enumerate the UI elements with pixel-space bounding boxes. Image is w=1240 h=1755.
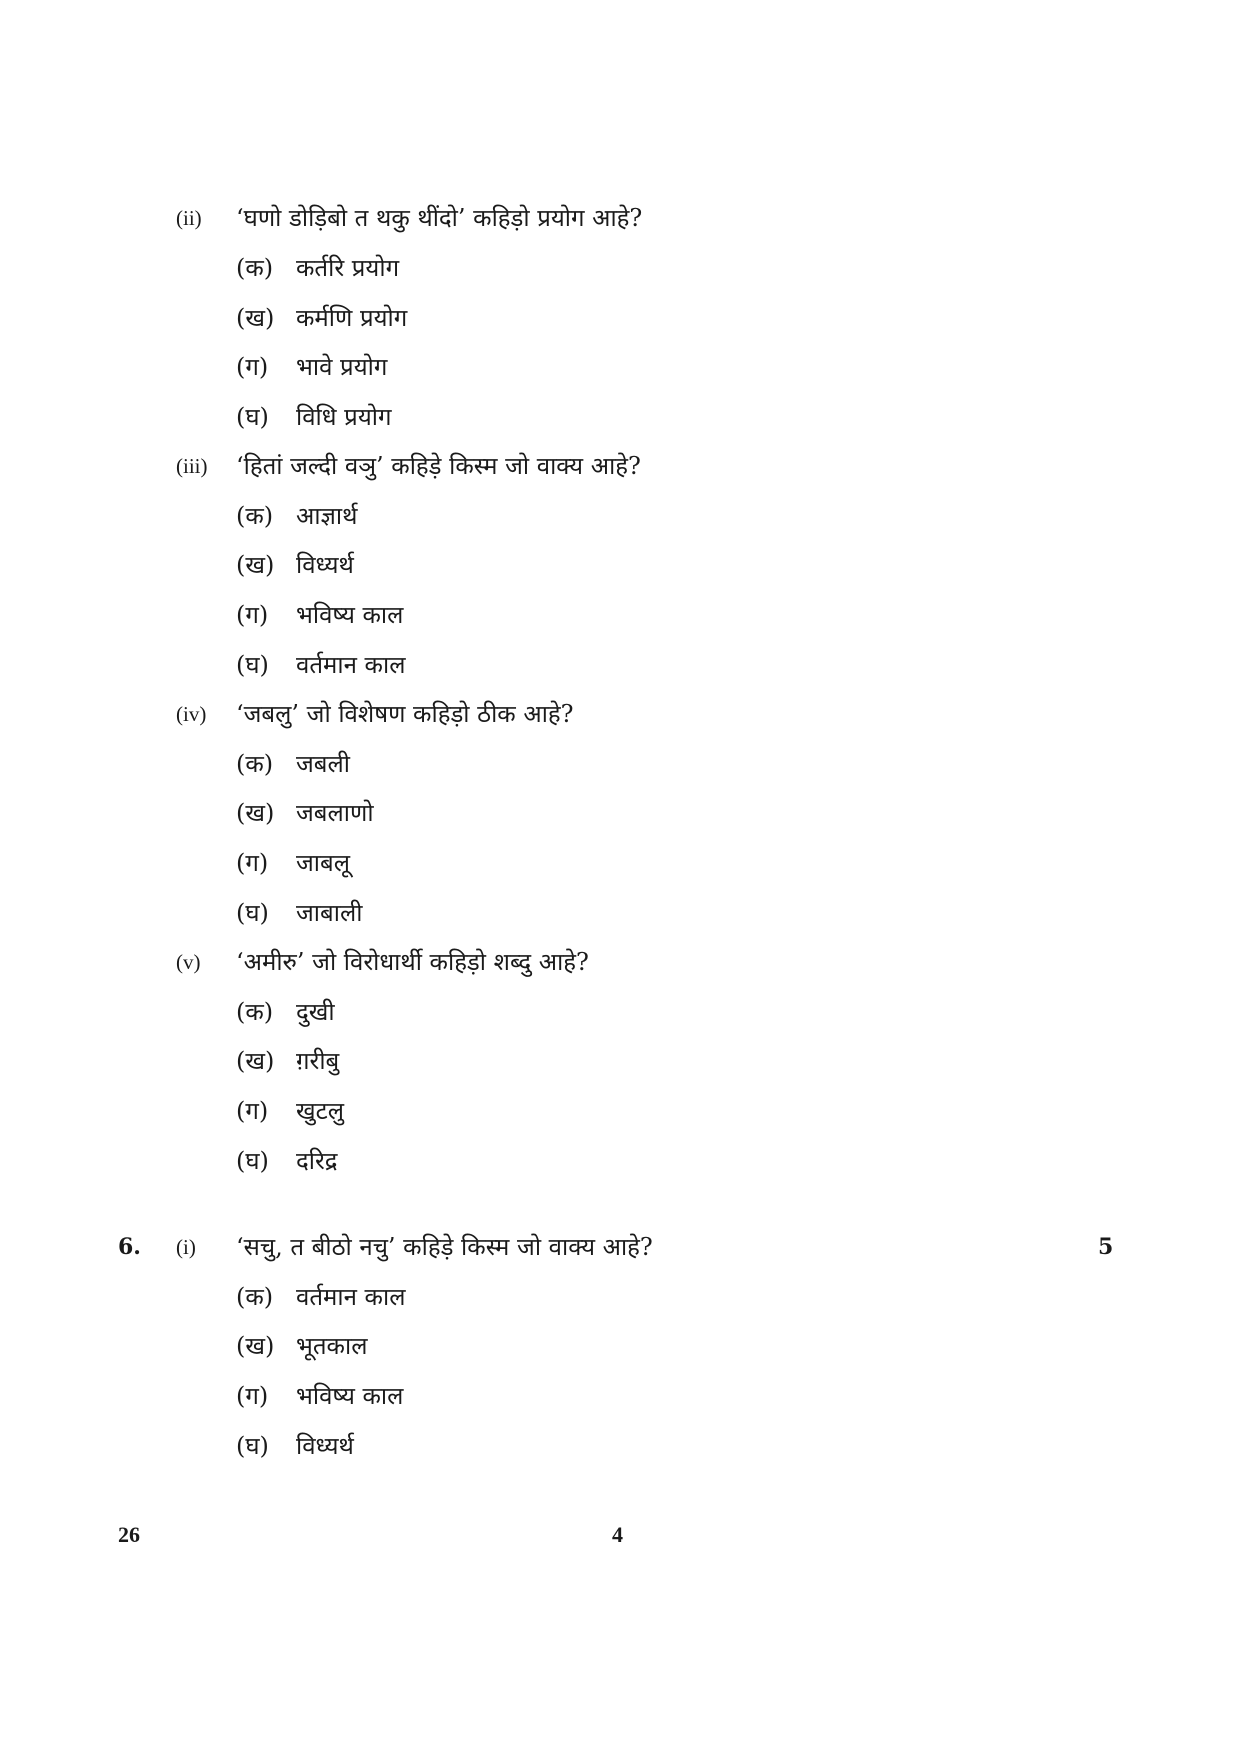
option-label: (घ) bbox=[236, 899, 269, 927]
option-text: कर्तरि प्रयोग bbox=[296, 254, 400, 282]
question-text: ‘घणो डोड़िबो त थकु थींदो’ कहिड़ो प्रयोग आहे? bbox=[236, 204, 643, 232]
sub-question-label: (v) bbox=[176, 950, 201, 974]
option-label: (क) bbox=[236, 750, 274, 778]
question-number: 6. bbox=[118, 1234, 141, 1260]
option-row bbox=[236, 1326, 367, 1366]
option-row bbox=[236, 496, 357, 536]
option-label: (ग) bbox=[236, 601, 269, 629]
option-text: विध्यर्थ bbox=[296, 551, 354, 579]
option-label: (ग) bbox=[236, 353, 269, 381]
option-text: जबलाणो bbox=[296, 799, 374, 827]
option-label: (ख) bbox=[236, 551, 275, 579]
option-row bbox=[236, 1141, 338, 1181]
option-text: भूतकाल bbox=[296, 1332, 368, 1360]
option-row bbox=[236, 793, 374, 833]
option-label: (ख) bbox=[236, 304, 275, 332]
option-label: (क) bbox=[236, 254, 274, 282]
option-label: (घ) bbox=[236, 651, 269, 679]
sub-question-label: (i) bbox=[176, 1235, 196, 1259]
page-number: 4 bbox=[612, 1522, 623, 1547]
question-row bbox=[0, 198, 1240, 238]
question-marks: 5 bbox=[1098, 1234, 1114, 1260]
option-row bbox=[236, 545, 354, 585]
question-text: ‘हितां जल्दी वञु’ कहिड़े किस्म जो वाक्य आहे? bbox=[236, 452, 641, 480]
option-row bbox=[236, 1041, 339, 1081]
option-text: कर्मणि प्रयोग bbox=[296, 304, 408, 332]
option-row bbox=[236, 843, 350, 883]
option-text: भविष्य काल bbox=[296, 1382, 404, 1410]
option-text: भविष्य काल bbox=[296, 601, 404, 629]
option-text: जाबलू bbox=[296, 849, 350, 877]
question-row bbox=[0, 446, 1240, 486]
sub-question-label: (iii) bbox=[176, 454, 208, 478]
option-row bbox=[236, 1376, 403, 1416]
option-row bbox=[236, 893, 362, 933]
option-text: वर्तमान काल bbox=[296, 1283, 406, 1311]
sub-question-label: (iv) bbox=[176, 702, 207, 726]
option-label: (ग) bbox=[236, 849, 269, 877]
option-row bbox=[236, 1091, 344, 1131]
option-label: (घ) bbox=[236, 1147, 269, 1175]
option-label: (क) bbox=[236, 998, 274, 1026]
option-text: ग़रीबु bbox=[296, 1047, 340, 1075]
option-row bbox=[236, 298, 407, 338]
option-label: (ख) bbox=[236, 1047, 275, 1075]
option-label: (ग) bbox=[236, 1382, 269, 1410]
option-row bbox=[236, 1277, 405, 1317]
option-row bbox=[236, 347, 387, 387]
option-text: विधि प्रयोग bbox=[296, 403, 392, 431]
option-label: (ख) bbox=[236, 1332, 275, 1360]
question-text: ‘अमीरु’ जो विरोधार्थी कहिड़ो शब्दु आहे? bbox=[236, 948, 589, 976]
option-row bbox=[236, 1426, 354, 1466]
option-text: दरिद्र bbox=[296, 1147, 338, 1175]
option-row bbox=[236, 992, 335, 1032]
option-label: (घ) bbox=[236, 403, 269, 431]
option-text: आज्ञार्थ bbox=[296, 502, 358, 530]
option-label: (क) bbox=[236, 1283, 274, 1311]
option-row bbox=[236, 397, 391, 437]
option-text: जबली bbox=[296, 750, 350, 778]
option-text: वर्तमान काल bbox=[296, 651, 406, 679]
option-row bbox=[236, 248, 399, 288]
option-text: जाबाली bbox=[296, 899, 363, 927]
option-text: दुखी bbox=[296, 998, 335, 1026]
option-label: (घ) bbox=[236, 1432, 269, 1460]
option-row bbox=[236, 744, 350, 784]
question-row bbox=[0, 694, 1240, 734]
question-row bbox=[0, 1227, 1240, 1267]
option-label: (ख) bbox=[236, 799, 275, 827]
option-label: (क) bbox=[236, 502, 274, 530]
paper-code: 26 bbox=[118, 1522, 140, 1547]
option-label: (ग) bbox=[236, 1097, 269, 1125]
question-text: ‘सचु, त बीठो नचु’ कहिड़े किस्म जो वाक्य आहे? bbox=[236, 1233, 653, 1261]
option-text: विध्यर्थ bbox=[296, 1432, 354, 1460]
option-text: भावे प्रयोग bbox=[296, 353, 388, 381]
option-row bbox=[236, 595, 403, 635]
option-text: खुटलु bbox=[296, 1097, 344, 1125]
option-row bbox=[236, 645, 405, 685]
question-text: ‘जबलु’ जो विशेषण कहिड़ो ठीक आहे? bbox=[236, 700, 574, 728]
sub-question-label: (ii) bbox=[176, 206, 202, 230]
question-row bbox=[0, 942, 1240, 982]
